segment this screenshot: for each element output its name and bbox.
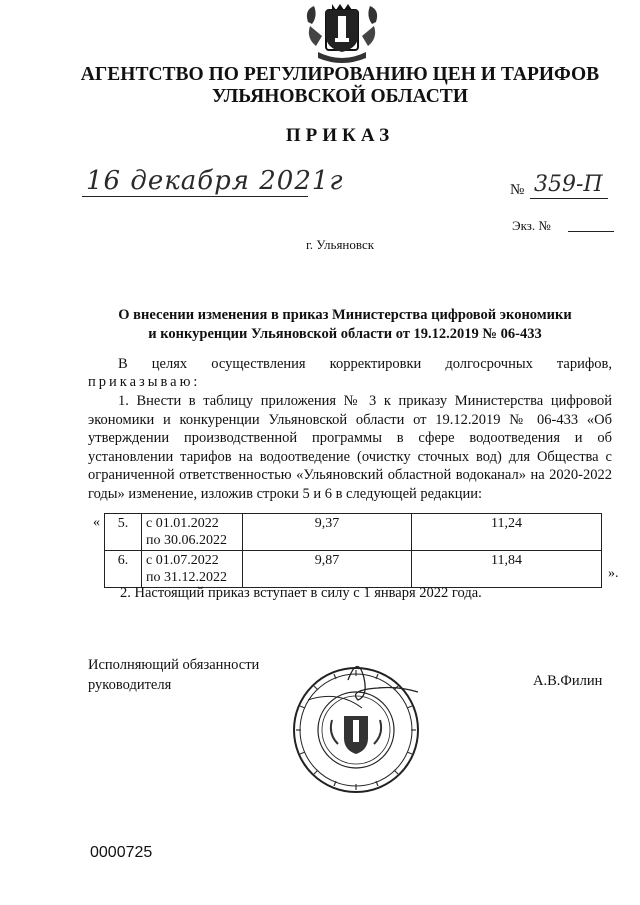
number-sign: № [510,182,525,198]
coat-of-arms-emblem [302,2,382,66]
agency-line-1: АГЕНТСТВО ПО РЕГУЛИРОВАНИЮ ЦЕН И ТАРИФОВ [80,64,600,85]
tariff-value-2: 11,84 [412,551,602,588]
item-1-paragraph: 1. Внести в таблицу приложения № 3 к приказу Министерства цифровой экономики и конкуренции Ульяновской области от 19.12.2019 № 06-433 «Об утверждении производственной программы в сфере водоотведения и об установлении тарифов на водоотведение (очистку сточных вод) для Общества с ограниченной ответственностью «Ульяновский областной водоканал» на 2020-2022 годы» изменение, изложив строки 5 и 6 в следующей редакции: [88,393,612,502]
order-subject [80,306,610,344]
document-code: 0000725 [90,844,153,861]
tariff-value-1: 9,87 [243,551,412,588]
period-cell [142,551,243,588]
signatory-title [88,655,259,695]
agency-line-2: УЛЬЯНОВСКОЙ ОБЛАСТИ [212,86,468,107]
tariff-table [104,513,602,588]
row-number: 6. [105,551,142,588]
tariff-value-2: 11,24 [412,514,602,551]
handwritten-date: 16 декабря 2021г [86,166,344,196]
period-to: по 31.12.2022 [146,570,227,585]
period-to: по 30.06.2022 [146,533,227,548]
row-number: 5. [105,514,142,551]
period-cell [142,514,243,551]
table-row [105,551,602,588]
quote-open: « [93,515,100,530]
quote-close: ». [608,566,619,581]
signatory-title-line-1: Исполняющий обязанности [88,657,260,673]
tariff-value-1: 9,37 [243,514,412,551]
handwritten-order-number: 359-П [534,172,603,197]
copy-number-underline [568,231,614,232]
city: г. Ульяновск [305,237,375,252]
copy-number-label: Экз. № [512,218,551,233]
subject-line-1: О внесении изменения в приказ Министерства цифровой экономики [118,307,572,323]
period-from: с 01.07.2022 [146,553,219,568]
document-type: ПРИКАЗ [285,125,395,146]
number-underline [530,198,608,199]
agency-name [60,64,620,108]
table-row [105,514,602,551]
period-from: с 01.01.2022 [146,516,219,531]
signatory-title-line-2: руководителя [88,677,172,693]
date-underline [82,196,308,197]
subject-line-2: и конкуренции Ульяновской области от 19.12.2019 № 06-433 [148,326,542,342]
intro-paragraph: В целях осуществления корректировки долгосрочных тарифов, [118,356,612,372]
official-seal-stamp [288,660,424,796]
order-word: приказываю: [88,374,201,390]
signatory-name: А.В.Филин [533,673,603,689]
item-2-paragraph: 2. Настоящий приказ вступает в силу с 1 января 2022 года. [120,585,482,601]
